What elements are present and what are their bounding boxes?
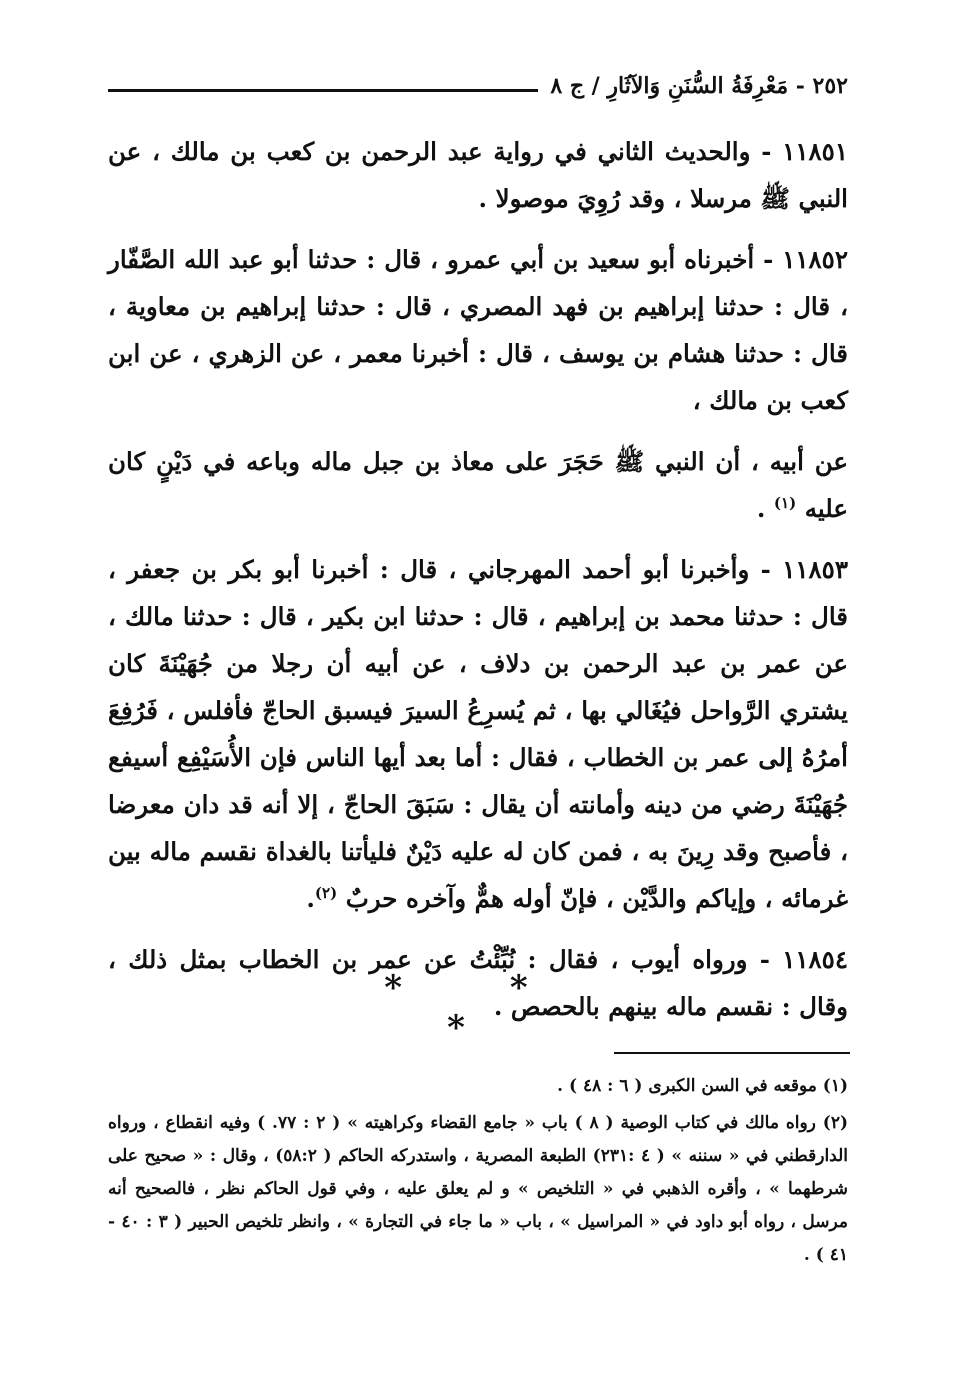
- paragraph-text: - والحديث الثاني في رواية عبد الرحمن بن كعب بن مالك ، عن النبي ﷺ مرسلا ، وقد رُوِيَ موصولا .: [108, 137, 848, 213]
- hadith-number: ١١٨٥٢: [782, 245, 848, 274]
- footnote-ref-2[interactable]: (٢): [314, 883, 338, 902]
- page-header: [108, 66, 848, 106]
- footnote-rule: [614, 1052, 850, 1054]
- paragraph-11852: [108, 236, 848, 424]
- section-separator: * * *: [384, 968, 576, 1048]
- footnote-ref-1[interactable]: (١): [773, 493, 797, 512]
- paragraph-tail: .: [306, 884, 315, 913]
- header-rule: [108, 89, 538, 92]
- paragraph-11853: [108, 546, 848, 922]
- paragraph-tail: .: [756, 494, 774, 523]
- running-title: ٢٥٢ - مَعْرِفَةُ السُّنَنِ وَالآثَارِ / ج ٨: [550, 73, 848, 99]
- paragraph-11851: [108, 128, 848, 222]
- hadith-number: ١١٨٥٣: [782, 555, 848, 584]
- main-text: [108, 128, 848, 1044]
- footnote-1: (١) موقعه في السن الكبرى ( ٦ : ٤٨ ) .: [557, 1076, 848, 1096]
- hadith-number: ١١٨٥١: [782, 137, 848, 166]
- paragraph-text: - أخبرناه أبو سعيد بن أبي عمرو ، قال : حدثنا أبو عبد الله الصَّفّار ، قال : حدثنا إبراهيم بن فهد المصري ، قال : حدثنا إبراهيم بن معاوية ، قال : حدثنا هشام بن يوسف ، قال : أخبرنا معمر ، عن الزهري ، عن ابن كعب بن مالك ،: [108, 245, 848, 415]
- paragraph-11852-continued: [108, 438, 848, 532]
- paragraph-text: - ورواه أيوب ، فقال : نُبِّئْتُ عن عمر بن الخطاب بمثل ذلك ، وقال : نقسم ماله بينهم بالحصص .: [108, 945, 848, 1021]
- paragraph-text: - وأخبرنا أبو أحمد المهرجاني ، قال : أخبرنا أبو بكر بن جعفر ، قال : حدثنا محمد بن إبراهيم ، قال : حدثنا ابن بكير ، قال : حدثنا مالك ، عن عمر بن عبد الرحمن بن دلاف ، عن أبيه أن رجلا من جُهَيْنَةَ كان يشتري الرَّواحل فيُغَالي بها ، ثم يُسرِعُ السيرَ فيسبق الحاجّ فأفلس ، فَرُفِعَ أمرُهُ إلى عمر بن الخطاب ، فقال : أما بعد أيها الناس فإن الأُسَيْفِع أسيفع جُهَيْنَةَ رضي من دينه وأمانته أن يقال : سَبَقَ الحاجّ ، إلا أنه قد دان معرضا ، فأصبح وقد رِينَ به ، فمن كان له عليه دَيْنٌ فليأتنا بالغداة نقسم ماله بين غرمائه ، وإياكم والدَّيْن ، فإنّ أوله همٌّ وآخره حربٌ: [108, 555, 848, 913]
- footnotes: [108, 1070, 848, 1276]
- paragraph-text: عن أبيه ، أن النبي ﷺ حَجَرَ على معاذ بن جبل ماله وباعه في دَيْنٍ كان عليه: [108, 447, 848, 523]
- footnote-2: (٢) رواه مالك في كتاب الوصية ( ٨ ) باب « جامع القضاء وكراهيته » ( ٢ : ٧٧. ) وفيه انقطاع ، ورواه الدارقطني في « سننه » ( ٤ :٢٣١) الطبعة المصرية ، واستدركه الحاكم ( ٥٨:٢) ، وقال : « صحيح على شرطهما » ، وأقره الذهبي في « التلخيص » و لم يعلق عليه ، وفي قول الحاكم نظر ، فالصحيح أنه مرسل ، رواه أبو داود في « المراسيل » ، باب « ما جاء في التجارة » ، وانظر تلخيص الحبير ( ٣ : ٤٠ - ٤١ ) .: [108, 1113, 848, 1265]
- hadith-number: ١١٨٥٤: [782, 945, 848, 974]
